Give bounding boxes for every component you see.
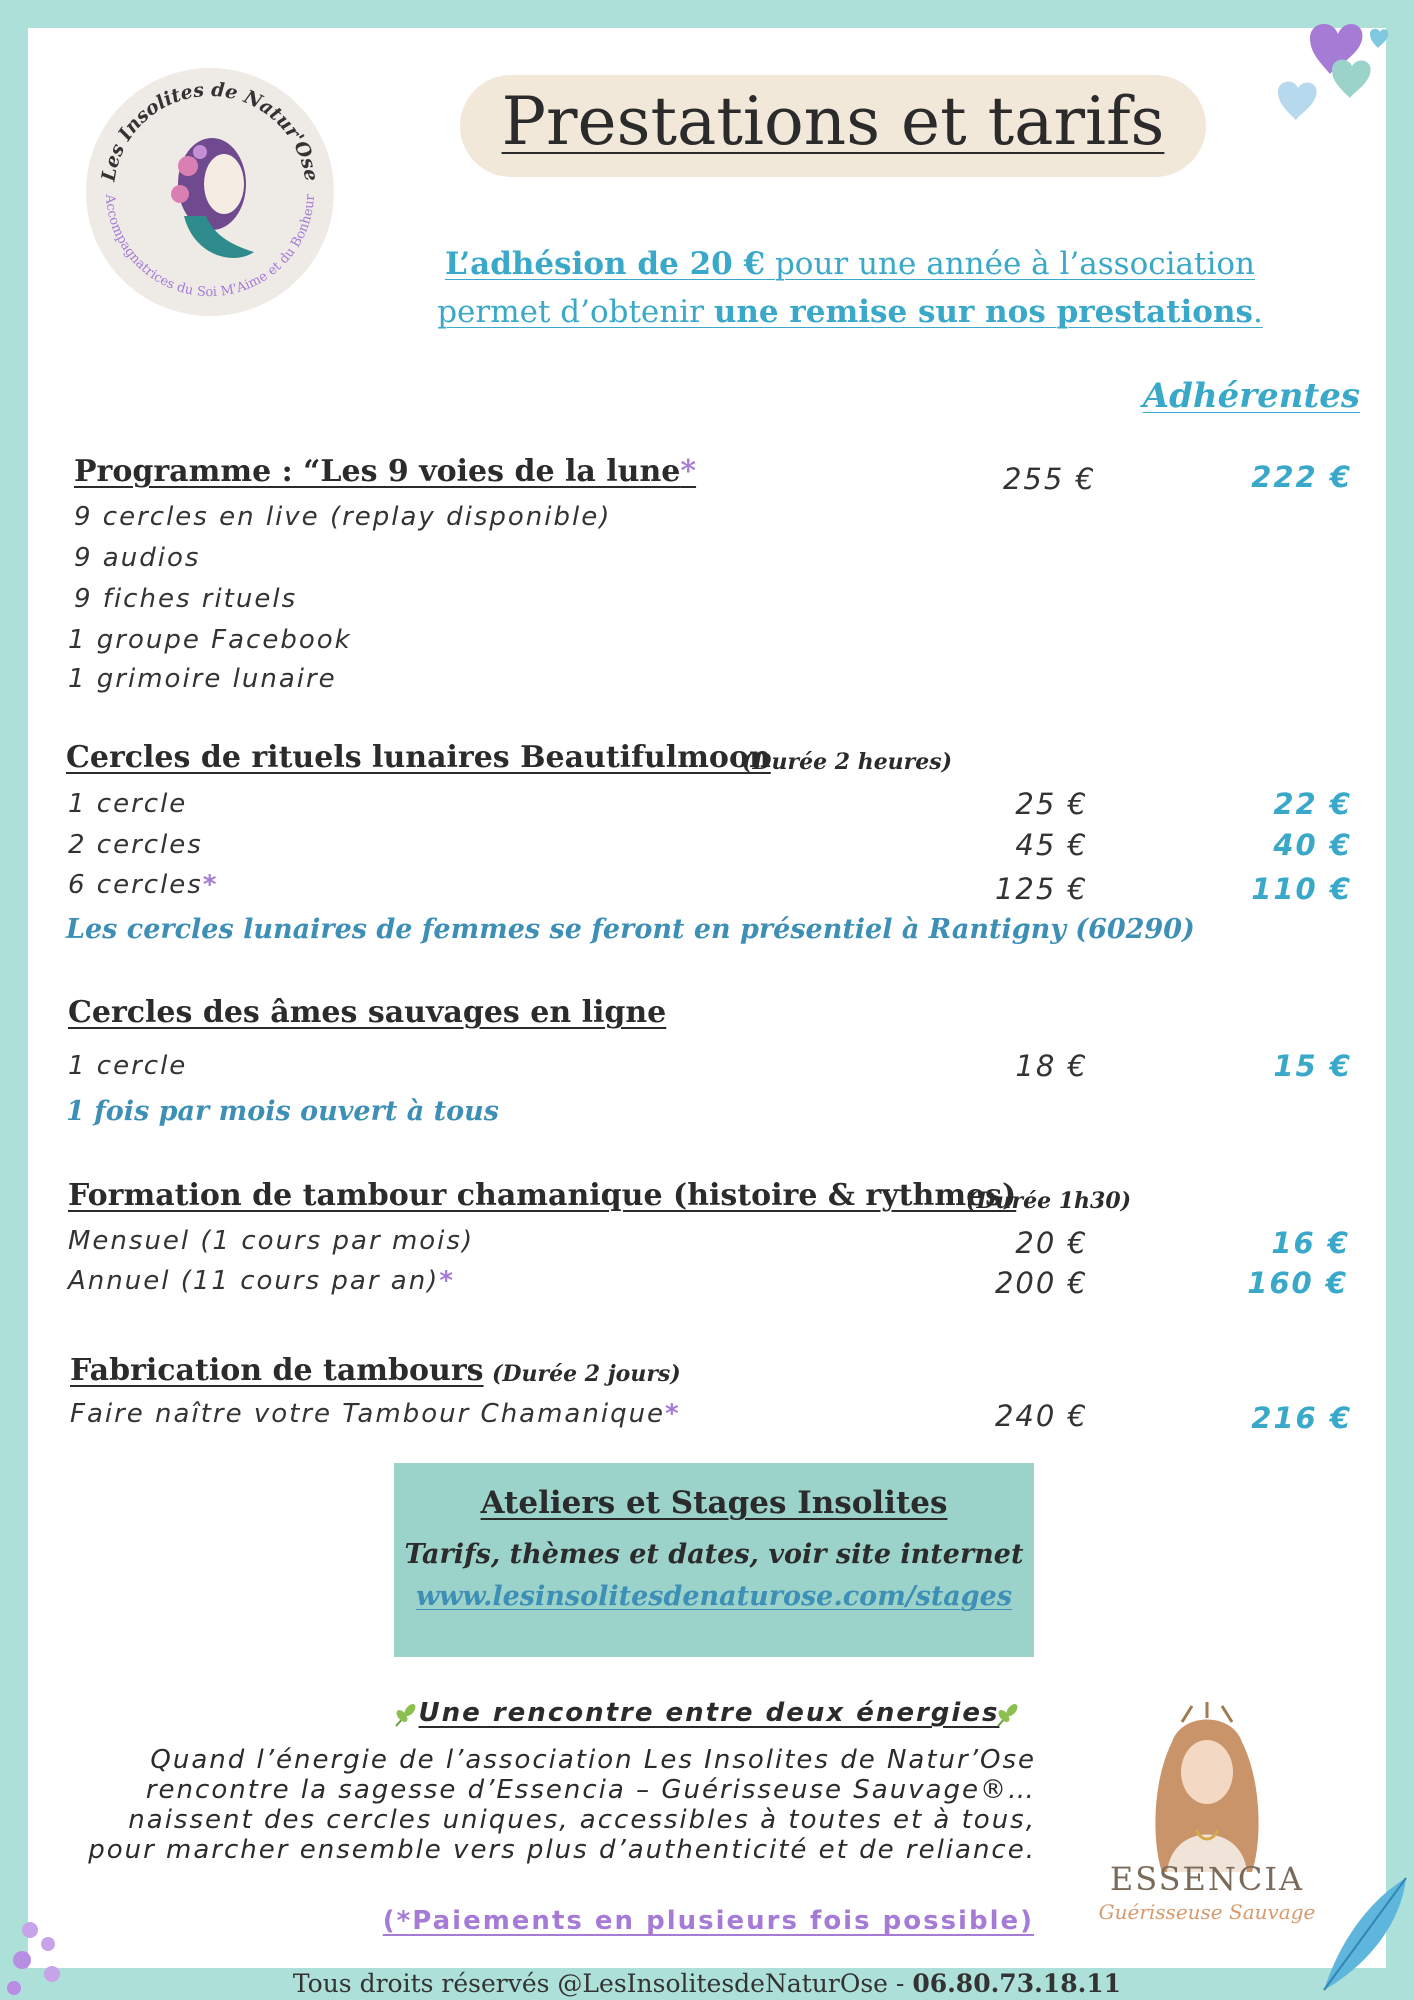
cercles-lunaires-duration: (Durée 2 heures) xyxy=(742,749,953,775)
herb-icon xyxy=(994,1700,1022,1728)
tambour-fabrication-title: Fabrication de tambours xyxy=(70,1353,484,1388)
table-row-label: 1 cercle xyxy=(68,789,188,819)
tambour-fabrication-duration: (Durée 2 jours) xyxy=(492,1361,681,1387)
table-row-price: 20 € xyxy=(1015,1226,1088,1260)
svg-text:Accompagnatrices du Soi M'Aime: Accompagnatrices du Soi M'Aime et du Bonheur xyxy=(101,193,319,301)
cercles-lunaires-title: Cercles de rituels lunaires Beautifulmoon xyxy=(66,740,771,775)
list-item: 1 grimoire lunaire xyxy=(68,664,337,694)
list-item: 9 cercles en live (replay disponible) xyxy=(74,502,612,532)
table-row-price-member: 160 € xyxy=(1247,1266,1348,1300)
table-row-price: 18 € xyxy=(1015,1049,1088,1083)
table-row-price: 45 € xyxy=(1015,828,1088,862)
programme-title: Programme : “Les 9 voies de la lune* xyxy=(74,454,697,489)
cercles-ames-note: 1 fois par mois ouvert à tous xyxy=(66,1096,499,1127)
table-row-price: 200 € xyxy=(994,1266,1088,1300)
list-item: 1 groupe Facebook xyxy=(68,625,352,655)
table-row-price-member: 110 € xyxy=(1251,872,1352,906)
table-row-label: Annuel (11 cours par an)* xyxy=(68,1266,455,1296)
list-item: 9 fiches rituels xyxy=(74,584,298,614)
essencia-subtitle: Guérisseuse Sauvage xyxy=(1098,1900,1316,1924)
ateliers-subtitle: Tarifs, thèmes et dates, voir site internet xyxy=(404,1539,1024,1570)
table-row-label: Mensuel (1 cours par mois) xyxy=(68,1226,475,1256)
ateliers-title: Ateliers et Stages Insolites xyxy=(480,1485,948,1521)
table-row-price: 240 € xyxy=(994,1399,1088,1433)
tambour-formation-title: Formation de tambour chamanique (histoire & rythmes) xyxy=(68,1178,1017,1213)
table-row-price-member: 16 € xyxy=(1271,1226,1350,1260)
list-item: 9 audios xyxy=(74,543,201,573)
member-column-label: Adhérentes xyxy=(1142,376,1360,416)
footer: Tous droits réservés @LesInsolitesdeNaturOse - 06.80.73.18.11 xyxy=(292,1969,1122,1998)
table-row-price: 125 € xyxy=(994,872,1088,906)
page-title: Prestations et tarifs xyxy=(501,83,1165,160)
table-row-price-member: 40 € xyxy=(1273,828,1352,862)
association-logo xyxy=(84,66,336,318)
table-row-label: Faire naître votre Tambour Chamanique* xyxy=(70,1399,681,1429)
cercles-lunaires-note: Les cercles lunaires de femmes se feront en présentiel à Rantigny (60290) xyxy=(66,914,1195,945)
table-row-label: 1 cercle xyxy=(68,1051,188,1081)
table-row-price-member: 216 € xyxy=(1251,1401,1352,1435)
programme-price: 255 € xyxy=(1002,462,1096,496)
payment-note: (*Paiements en plusieurs fois possible) xyxy=(382,1906,1034,1936)
rencontre-title: Une rencontre entre deux énergies xyxy=(418,1698,1000,1728)
programme-price-member: 222 € xyxy=(1251,460,1352,494)
table-row-price: 25 € xyxy=(1015,787,1088,821)
table-row-label: 6 cercles* xyxy=(68,870,219,900)
essencia-name: ESSENCIA xyxy=(1109,1860,1305,1898)
ateliers-link[interactable]: www.lesinsolitesdenaturose.com/stages xyxy=(415,1581,1013,1612)
svg-text:Les Insolites de Natur'Ose: Les Insolites de Natur'Ose xyxy=(97,78,323,183)
membership-intro: L’adhésion de 20 € pour une année à l’association permet d’obtenir une remise sur nos prestations. xyxy=(437,246,1263,330)
tambour-formation-duration: (Durée 1h30) xyxy=(966,1188,1132,1214)
cercles-ames-title: Cercles des âmes sauvages en ligne xyxy=(68,995,667,1030)
table-row-price-member: 22 € xyxy=(1273,787,1352,821)
table-row-price-member: 15 € xyxy=(1273,1049,1352,1083)
hearts-icon xyxy=(1270,8,1400,123)
rencontre-text: Quand l’énergie de l’association Les Insolites de Natur’Ose rencontre la sagesse d’Essencia – Guérisseuse Sauvage®… naissent des cercles uniques, accessibles à toutes et à tous, pour marcher ensemble vers plus d’authenticité et de reliance. xyxy=(88,1745,1036,1865)
table-row-label: 2 cercles xyxy=(68,830,203,860)
